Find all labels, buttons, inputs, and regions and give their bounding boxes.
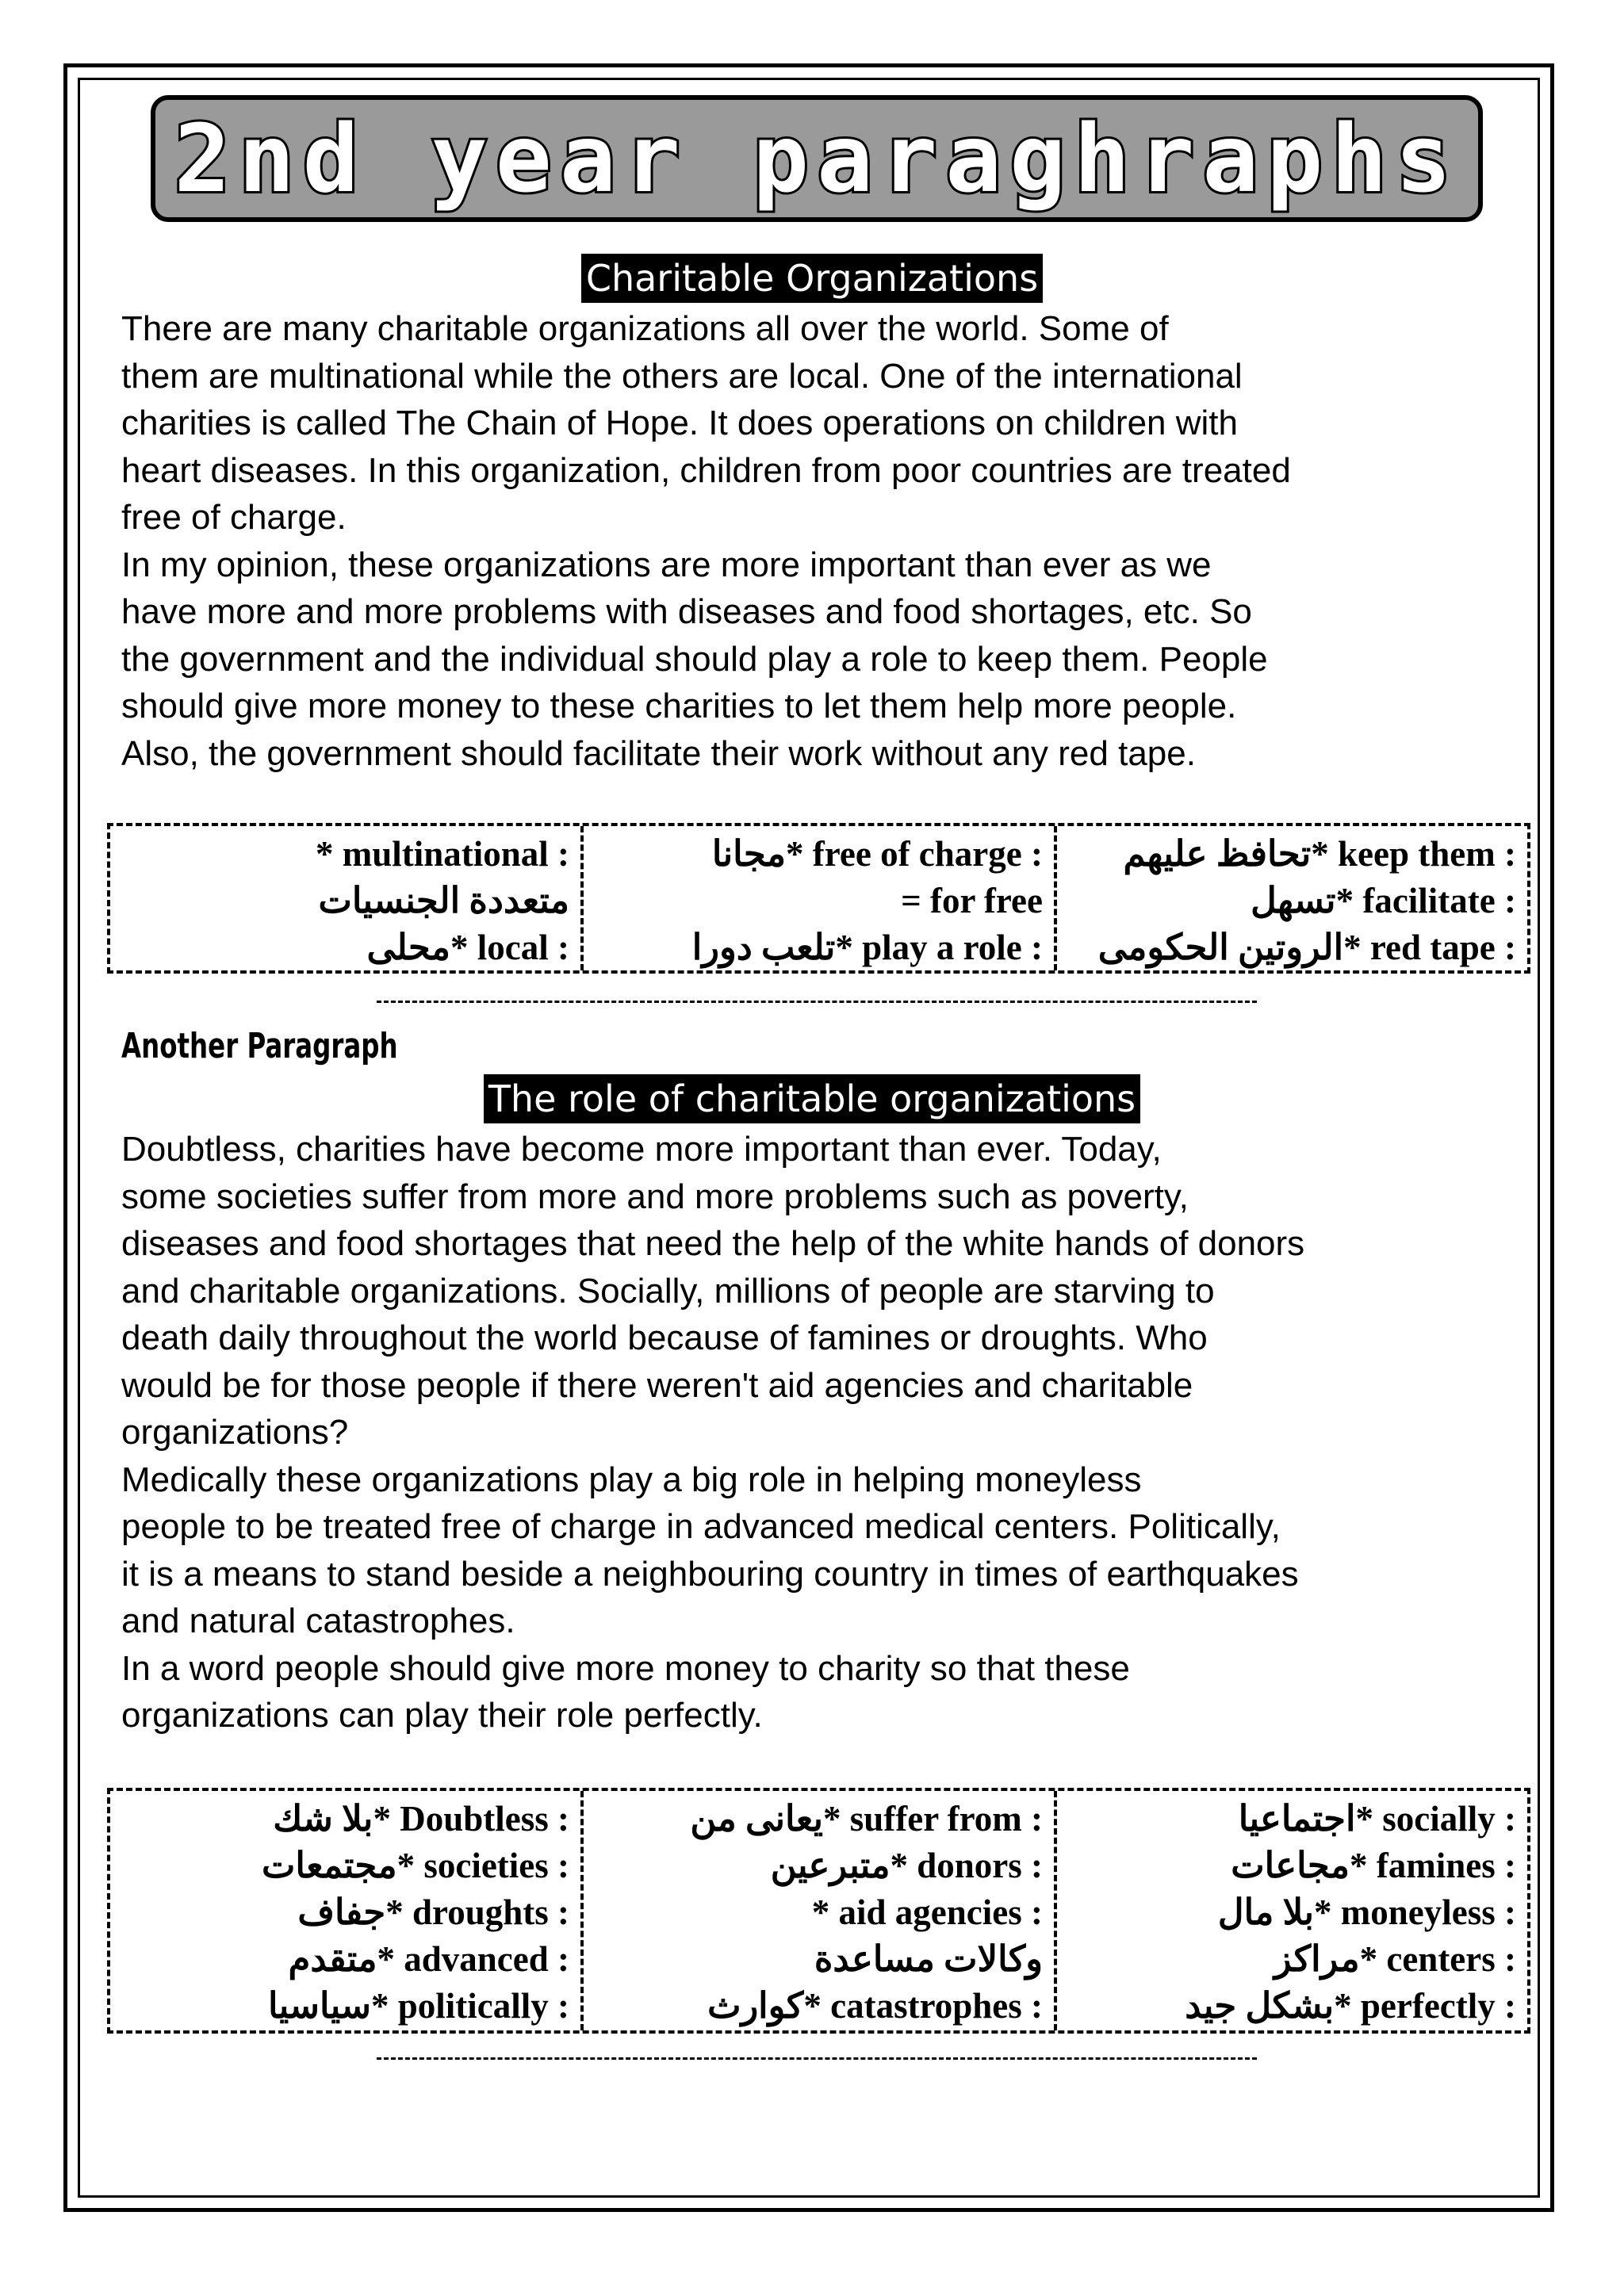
paragraph-line: organizations can play their role perfectly. — [121, 1696, 763, 1735]
paragraph-line: organizations? — [121, 1413, 349, 1452]
vocab-entry: جفاف* droughts : — [297, 1892, 569, 1932]
paragraph-line: heart diseases. In this organization, children from poor countries are treated — [121, 450, 1291, 490]
vocab-entry: الروتين الحكومى* red tape : — [1097, 928, 1516, 967]
paragraph-line: charities is called The Chain of Hope. It does operations on children with — [121, 404, 1238, 442]
paragraph-line: some societies suffer from more and more problems such as poverty, — [121, 1177, 1189, 1216]
paragraph-line: In a word people should give more money to charity so that these — [121, 1648, 1130, 1688]
vocab-column — [110, 1791, 584, 2030]
vocab-entry: محلى* local : — [366, 928, 569, 967]
section1-paragraph — [121, 305, 1517, 777]
title-banner — [151, 95, 1483, 222]
vocab-entry: بلا مال* moneyless : — [1217, 1892, 1516, 1932]
paragraph-line: free of charge. — [121, 498, 347, 537]
vocab-column — [584, 826, 1057, 970]
vocab-entry: تحافظ عليهم* keep them : — [1123, 834, 1516, 874]
vocab-entry: بشكل جيد* perfectly : — [1185, 1986, 1516, 2026]
paragraph-line: the government and the individual should play a role to keep them. People — [121, 639, 1268, 679]
vocab-entry: متقدم* advanced : — [288, 1939, 569, 1979]
separator-line — [377, 1001, 1257, 1003]
vocab-entry: تلعب دورا* play a role : — [691, 928, 1043, 967]
paragraph-line: In my opinion, these organizations are more important than ever as we — [121, 545, 1212, 584]
vocab-entry: * aid agencies : — [811, 1892, 1043, 1932]
section1-vocab-box — [107, 823, 1530, 974]
vocab-entry: متبرعين* donors : — [770, 1846, 1043, 1885]
vocab-entry: متعددة الجنسيات — [318, 881, 569, 920]
paragraph-line: Medically these organizations play a big role in helping moneyless — [121, 1460, 1142, 1499]
vocab-column — [1057, 1791, 1527, 2030]
vocab-column — [584, 1791, 1057, 2030]
section2-vocab-box — [107, 1788, 1530, 2034]
vocab-entry: بلا شك* Doubtless : — [273, 1799, 569, 1839]
vocab-entry: سياسيا* politically : — [268, 1986, 569, 2026]
paragraph-line: would be for those people if there weren't aid agencies and charitable — [121, 1365, 1193, 1405]
section2-paragraph — [121, 1126, 1517, 1739]
vocab-column — [110, 826, 584, 970]
section1-heading-wrap — [0, 254, 1624, 303]
vocab-entry: كوارث* catastrophes : — [707, 1986, 1043, 2026]
paragraph-line: Also, the government should facilitate their work without any red tape. — [121, 733, 1196, 773]
vocab-entry: اجتماعيا* socially : — [1238, 1799, 1516, 1839]
section2-heading-wrap — [0, 1074, 1624, 1123]
paragraph-line: There are many charitable organizations all over the world. Some of — [121, 309, 1169, 348]
paragraph-line: should give more money to these charities to let them help more people. — [121, 687, 1237, 725]
vocab-column — [1057, 826, 1527, 970]
paragraph-line: them are multinational while the others are local. One of the international — [121, 356, 1243, 396]
paragraph-line: Doubtless, charities have become more important than ever. Today, — [121, 1130, 1162, 1169]
vocab-entry: = for free — [901, 881, 1043, 920]
vocab-entry: وكالات مساعدة — [814, 1939, 1043, 1979]
paragraph-line: have more and more problems with diseases and food shortages, etc. So — [121, 592, 1252, 631]
paragraph-line: and natural catastrophes. — [121, 1601, 515, 1640]
paragraph-line: people to be treated free of charge in advanced medical centers. Politically, — [121, 1507, 1281, 1546]
section1-heading: Charitable Organizations — [581, 254, 1043, 303]
vocab-entry: يعانى من* suffer from : — [690, 1799, 1043, 1839]
paragraph-line: it is a means to stand beside a neighbouring country in times of earthquakes — [121, 1554, 1299, 1594]
vocab-entry: تسهل* facilitate : — [1251, 881, 1516, 920]
paragraph-line: death daily throughout the world because of famines or droughts. Who — [121, 1318, 1208, 1357]
section2-heading: The role of charitable organizations — [484, 1074, 1140, 1123]
vocab-entry: مجاعات* famines : — [1231, 1846, 1516, 1885]
another-paragraph-label: Another Paragraph — [121, 1026, 398, 1066]
vocab-entry: مراكز* centers : — [1274, 1939, 1516, 1979]
separator-line — [377, 2057, 1257, 2060]
page-title: 2nd year paraghraphs — [174, 104, 1460, 213]
vocab-entry: مجتمعات* societies : — [262, 1846, 569, 1885]
paragraph-line: and charitable organizations. Socially, millions of people are starving to — [121, 1271, 1215, 1311]
vocab-entry: * multinational : — [315, 834, 569, 874]
vocab-entry: مجانا* free of charge : — [711, 834, 1043, 874]
paragraph-line: diseases and food shortages that need the help of the white hands of donors — [121, 1224, 1305, 1263]
